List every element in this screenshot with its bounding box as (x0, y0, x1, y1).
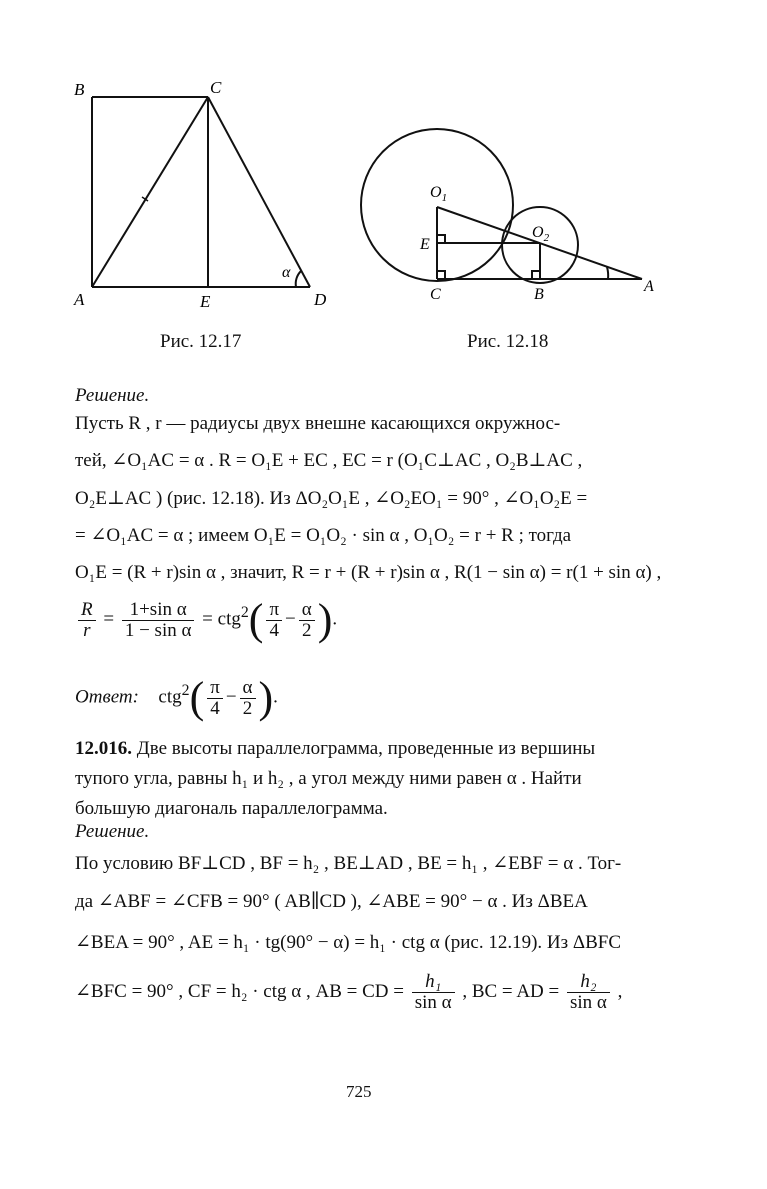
problem-number: 12.016. (75, 738, 132, 759)
fraction-h1: $\frac{\text{h₁}}{\text{sin α}}$ (412, 972, 455, 1013)
caption-12-18: Рис. 12.18 (467, 331, 549, 352)
solution-line-2: тей, ∠O₁AC = α . R = O₁E + EC , EC = r (O₁C⊥AC , O₂B⊥AC , (75, 450, 583, 471)
problem-line-3: большую диагональ параллелограмма. (75, 798, 388, 819)
problem-sol-line-2: да ∠ABF = ∠CFB = 90° ( AB∥CD ), ∠ABE = 90° − α . Из ΔBEA (75, 891, 588, 912)
label-E: E (200, 292, 211, 311)
figure-12-18 (360, 125, 670, 305)
label-C2: C (430, 286, 441, 303)
label-E2: E (420, 236, 430, 253)
fraction-R-over-r: $\frac{R}{r}$ (78, 600, 96, 641)
answer-label: Ответ: (75, 686, 139, 708)
problem-sol-line-3: ∠BEA = 90° , AE = h₁ · tg(90° − α) = h₁ · ctg α (рис. 12.19). Из ΔBFC (75, 932, 622, 953)
caption-12-17: Рис. 12.17 (160, 331, 242, 352)
label-A2: A (644, 278, 654, 295)
problem-sol-line-1: По условию BF⊥CD , BF = h₂ , BE⊥AD , BE = h₁ , ∠EBF = α . Тог- (75, 853, 622, 874)
problem-line-1: 12.016. Две высоты параллелограмма, проведенные из вершины (75, 738, 596, 759)
label-O2: $O_2$ (532, 224, 550, 244)
fraction-sin: $\frac{\text{1+sin α}}{\text{1 − sin α}}$ (122, 600, 195, 641)
label-C: C (210, 78, 222, 97)
solution-line-1: Пусть R , r — радиусы двух внешне касающихся окружнос- (75, 413, 561, 434)
answer: Ответ: ctg$^2$( $\frac{\pi}{4}$ − $\frac{\alpha}{2}$ ). (75, 673, 278, 722)
problem-solution-heading: Решение. (75, 821, 150, 842)
fraction-h2: $\frac{\text{h₂}}{\text{sin α}}$ (567, 972, 610, 1013)
label-A: A (74, 290, 85, 309)
label-O1: $O_1$ (430, 184, 448, 204)
label-B: B (74, 80, 85, 99)
solution-heading: Решение. (75, 385, 150, 406)
problem-line-2: тупого угла, равны h₁ и h₂ , а угол между ними равен α . Найти (75, 768, 582, 789)
page-number: 725 (346, 1082, 372, 1101)
label-D: D (314, 290, 327, 309)
solution-line-3: O₂E⊥AC ) (рис. 12.18). Из ΔO₂O₁E , ∠O₂EO₁ = 90° , ∠O₁O₂E = (75, 488, 588, 509)
ratio-formula: $\frac{R}{r}$ = $\frac{\text{1+sin α}}{\text{1 − sin α}}$ = ctg$^2$( $\frac{\pi}{4}$ − $\frac{\alpha}{2}$ ). (75, 598, 337, 642)
solution-line-5: O₁E = (R + r)sin α , значит, R = r + (R + r)sin α , R(1 − sin α) = r(1 + sin α) , (75, 562, 662, 583)
problem-sol-line-4: ∠BFC = 90° , CF = h₂ · ctg α , AB = CD = $\frac{\text{h₁}}{\text{sin α}}$ , BC = AD = $\frac{\text{h₂}}{\text{sin α}}$ , (75, 971, 623, 1013)
label-alpha: α (282, 264, 291, 281)
label-B2: B (534, 286, 544, 303)
solution-line-4: = ∠O₁AC = α ; имеем O₁E = O₁O₂ · sin α , O₁O₂ = r + R ; тогда (75, 525, 572, 546)
figure-12-17 (60, 75, 350, 315)
